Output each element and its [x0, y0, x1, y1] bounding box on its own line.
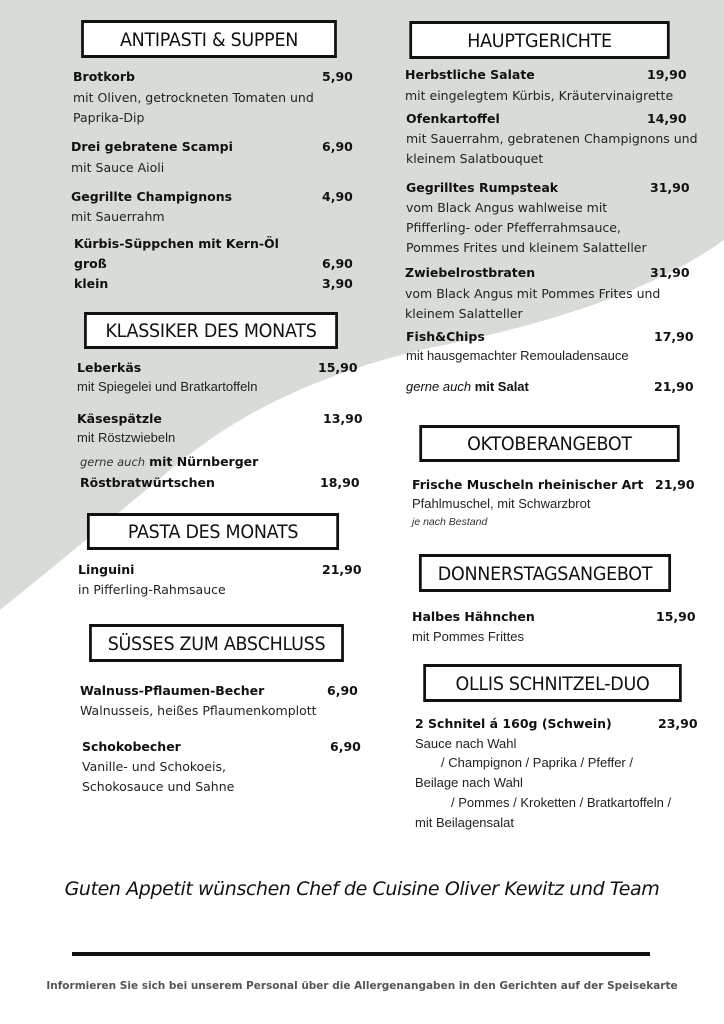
item-price: 15,90 [656, 609, 696, 624]
item-desc: Sauce nach Wahl [415, 736, 517, 751]
section-header-pasta: PASTA DES MONATS [87, 513, 339, 550]
section-header-schnitzel: OLLIS SCHNITZEL-DUO [423, 664, 682, 702]
item-name: Drei gebratene Scampi [71, 139, 233, 154]
item-price: 23,90 [658, 716, 698, 731]
item-desc: mit Sauce Aioli [71, 160, 165, 175]
item-price: 13,90 [323, 411, 363, 426]
item-price: 6,90 [330, 739, 361, 754]
item-name: Leberkäs [77, 360, 142, 375]
section-header-klassiker: KLASSIKER DES MONATS [84, 312, 338, 349]
item-name: Ofenkartoffel [406, 111, 500, 126]
item-desc: in Pifferling-Rahmsauce [78, 582, 226, 597]
item-desc: Walnusseis, heißes Pflaumenkomplott [80, 703, 317, 718]
item-price: 31,90 [650, 180, 690, 195]
item-desc: Pfifferling- oder Pfefferrahmsauce, [406, 220, 621, 235]
section-header-haupt: HAUPTGERICHTE [409, 21, 669, 59]
section-header-antipasti: ANTIPASTI & SUPPEN [81, 20, 337, 58]
item-price: 4,90 [322, 189, 353, 204]
item-price: 15,90 [318, 360, 358, 375]
item-desc: vom Black Angus wahlweise mit [406, 200, 608, 215]
item-desc: mit Sauerrahm [71, 209, 165, 224]
item-price: 19,90 [647, 67, 687, 82]
item-name: Zwiebelrostbraten [405, 265, 536, 280]
item-desc: mit Spiegelei und Bratkartoffeln [77, 379, 258, 394]
item-note: je nach Bestand [412, 516, 488, 528]
item-name: Gegrilltes Rumpsteak [406, 180, 559, 195]
item-price: 14,90 [647, 111, 687, 126]
item-price: 3,90 [322, 276, 353, 291]
extra-bold: mit Salat [474, 379, 529, 394]
extra-bold: mit Nürnberger [149, 454, 259, 469]
item-desc: Schokosauce und Sahne [82, 779, 235, 794]
item-extra [80, 454, 258, 469]
item-desc: Pommes Frites und kleinem Salatteller [406, 240, 647, 255]
item-price: 6,90 [327, 683, 358, 698]
item-name: Linguini [78, 562, 135, 577]
item-desc: / Champignon / Paprika / Pfeffer / [441, 755, 633, 770]
item-price: 18,90 [320, 475, 360, 490]
item-name: Schokobecher [82, 739, 181, 754]
item-price: 21,90 [322, 562, 362, 577]
item-desc: mit eingelegtem Kürbis, Kräutervinaigrette [405, 88, 674, 103]
item-name: Brotkorb [73, 69, 135, 84]
item-desc: vom Black Angus mit Pommes Frites und [405, 286, 661, 301]
item-name: Kürbis-Süppchen mit Kern-Öl [74, 236, 279, 251]
item-extra [406, 379, 529, 394]
item-price: 6,90 [322, 139, 353, 154]
item-size: klein [74, 276, 109, 291]
item-desc: mit Pommes Frittes [412, 629, 524, 644]
item-desc: mit Röstzwiebeln [77, 430, 176, 445]
item-name: Käsespätzle [77, 411, 162, 426]
item-price: 6,90 [322, 256, 353, 271]
section-header-oktober: OKTOBERANGEBOT [419, 425, 679, 462]
item-name: Frische Muscheln rheinischer Art [412, 477, 644, 492]
item-desc: kleinem Salatteller [405, 306, 523, 321]
closing-greeting: Guten Appetit wünschen Chef de Cuisine Oliver Kewitz und Team [64, 878, 660, 900]
item-price: 21,90 [654, 379, 694, 394]
item-desc: mit Beilagensalat [415, 815, 514, 830]
item-name: Röstbratwürtschen [80, 475, 215, 490]
item-name: Herbstliche Salate [405, 67, 535, 82]
item-desc: mit Oliven, getrockneten Tomaten und [73, 90, 314, 105]
item-price: 5,90 [322, 69, 353, 84]
section-header-suesses: SÜSSES ZUM ABSCHLUSS [89, 624, 344, 662]
section-header-donnerstag: DONNERSTAGSANGEBOT [419, 554, 671, 592]
item-desc: Pfahlmuschel, mit Schwarzbrot [412, 496, 591, 511]
item-name: 2 Schnitel á 160g (Schwein) [415, 716, 612, 731]
item-name: Walnuss-Pflaumen-Becher [80, 683, 265, 698]
item-desc: / Pommes / Kroketten / Bratkartoffeln / [451, 795, 672, 810]
item-size: groß [74, 256, 107, 271]
extra-prefix: gerne auch [406, 379, 472, 394]
item-desc: Vanille- und Schokoeis, [82, 759, 226, 774]
item-price: 21,90 [655, 477, 695, 492]
item-name: Halbes Hähnchen [412, 609, 535, 624]
item-price: 17,90 [654, 329, 694, 344]
allergen-note: Informieren Sie sich bei unserem Personal über die Allergenangaben in den Gerichten auf der Speisekarte [46, 980, 678, 992]
item-name: Gegrillte Champignons [71, 189, 233, 204]
item-desc: mit Sauerrahm, gebratenen Champignons und [406, 131, 698, 146]
item-name: Fish&Chips [406, 329, 485, 344]
extra-prefix: gerne auch [80, 455, 146, 469]
item-desc: Paprika-Dip [73, 110, 145, 125]
footer-divider [72, 952, 650, 956]
item-price: 31,90 [650, 265, 690, 280]
item-desc: kleinem Salatbouquet [406, 151, 544, 166]
item-desc: mit hausgemachter Remouladensauce [406, 348, 629, 363]
item-desc: Beilage nach Wahl [415, 775, 523, 790]
